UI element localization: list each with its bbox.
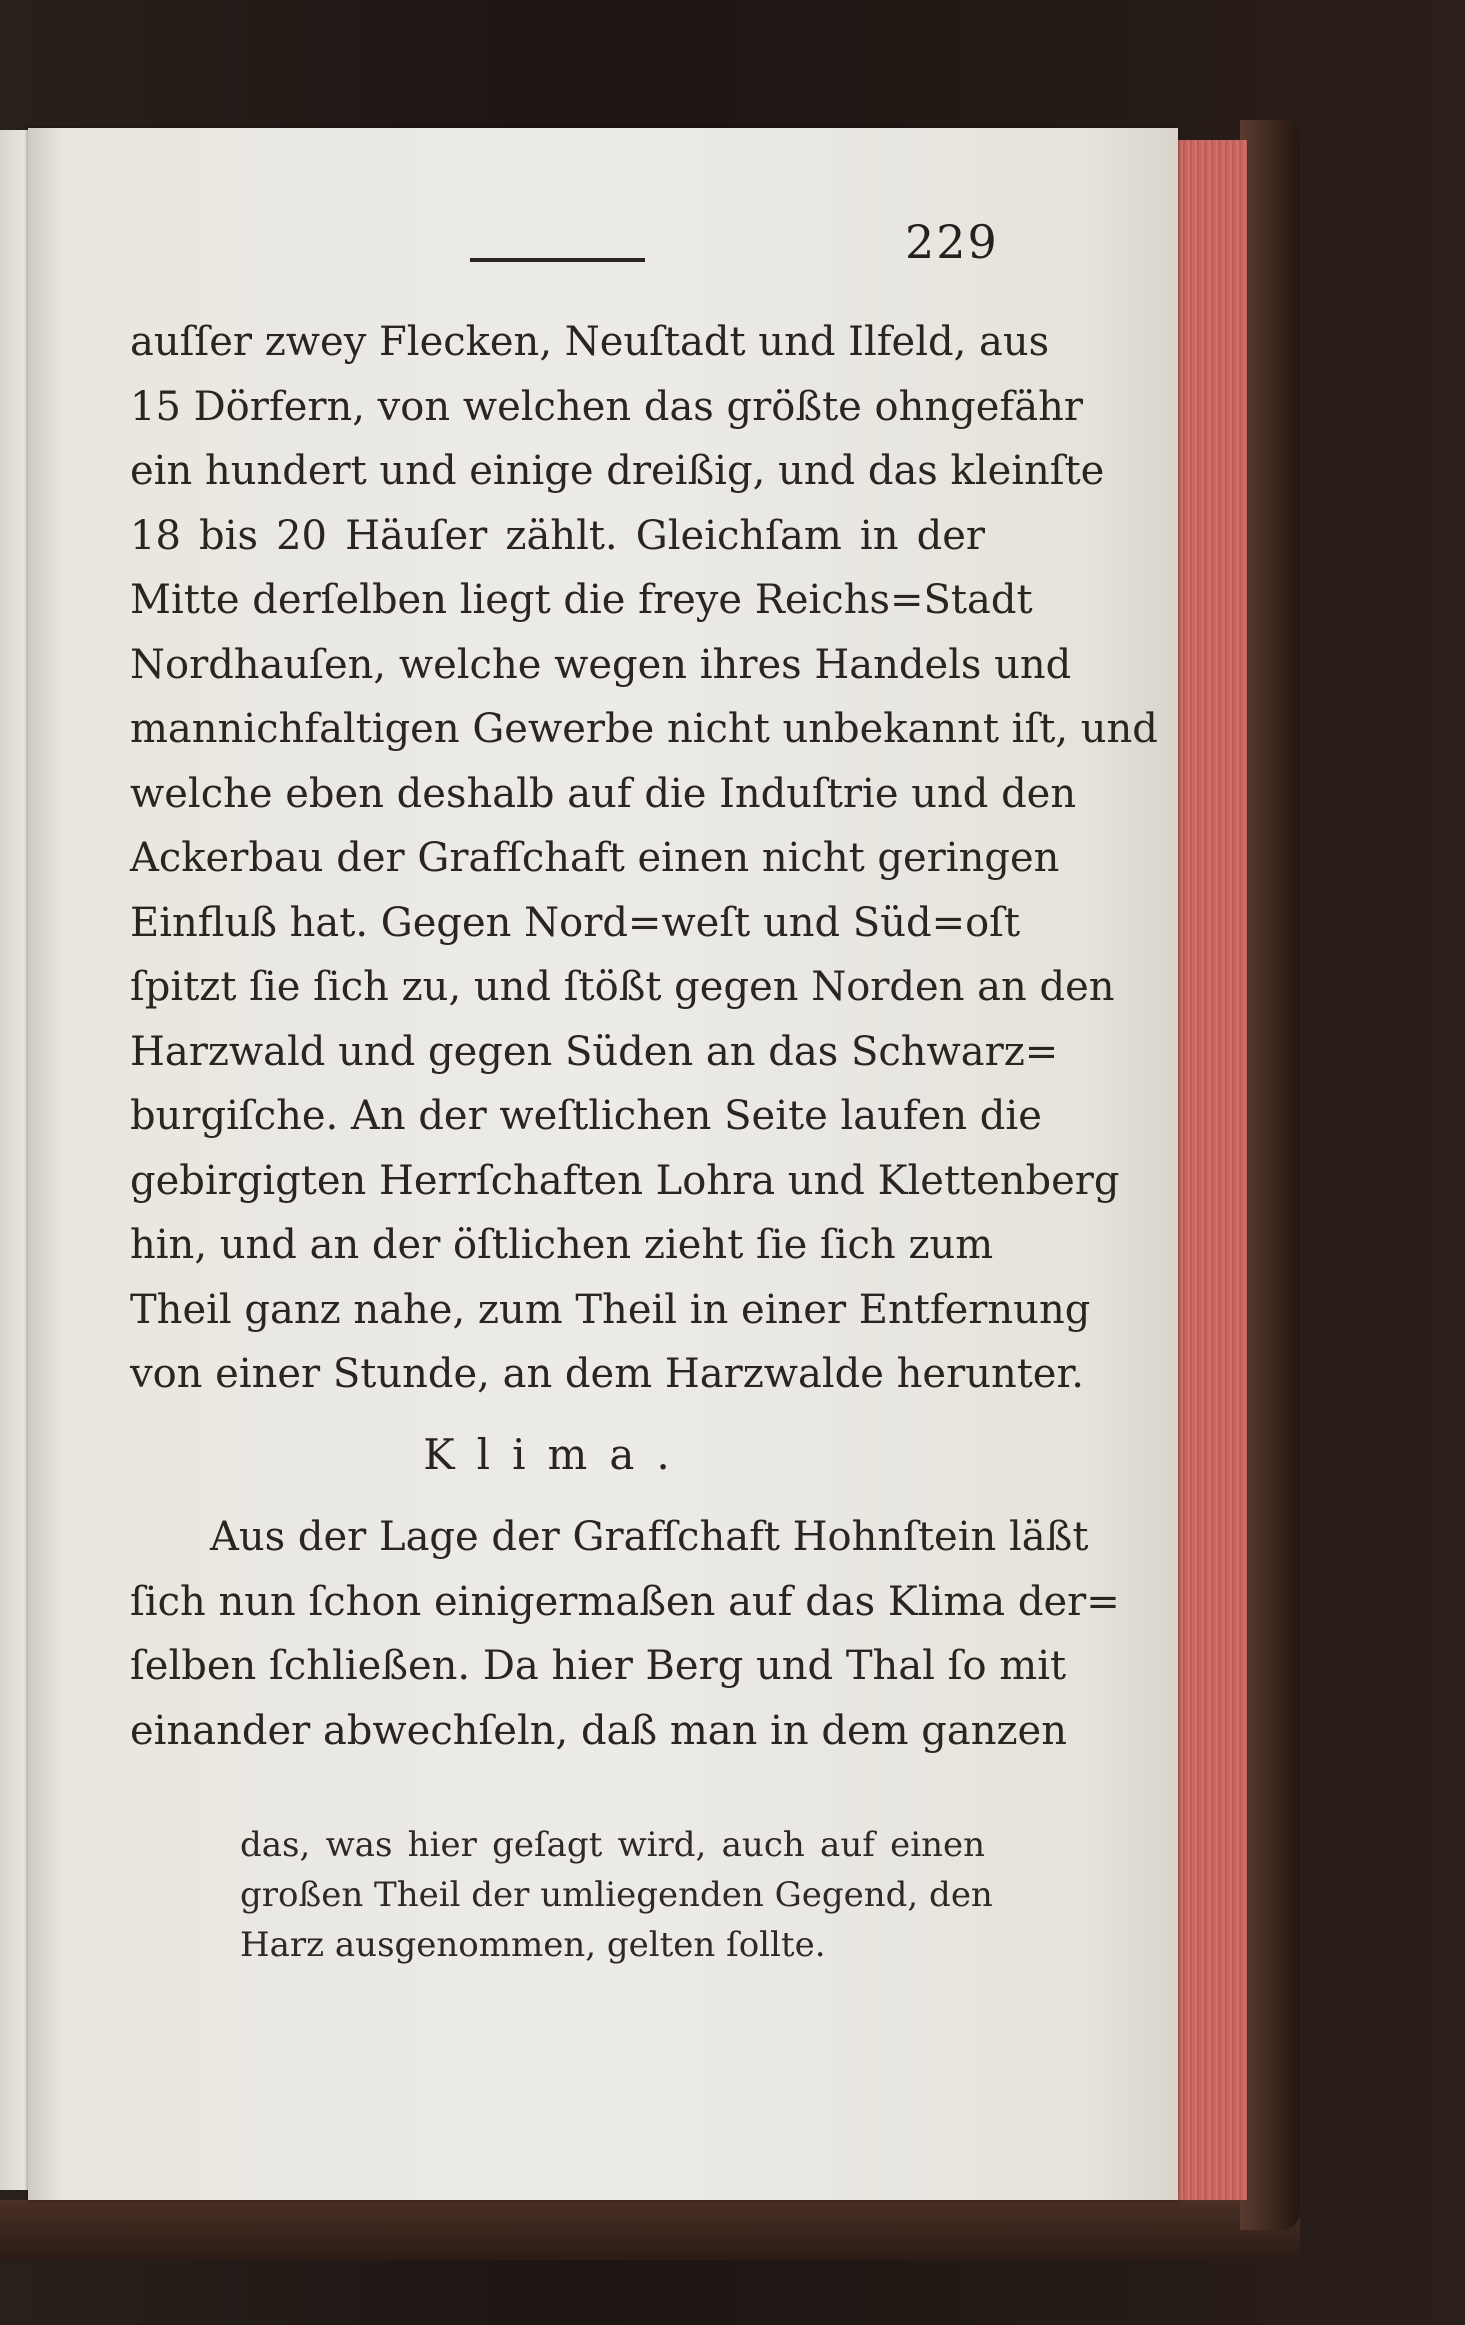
text-line: Harzwald und gegen Süden an das Schwarz= xyxy=(130,1028,1059,1075)
text-line: Theil ganz nahe, zum Theil in einer Entfernung xyxy=(130,1286,1091,1333)
red-page-edges xyxy=(1170,140,1247,2200)
footnote-line: großen Theil der umliegenden Gegend, den xyxy=(240,1875,993,1915)
page-number: 229 xyxy=(905,215,999,269)
text-line: hin, und an der öſtlichen zieht ſie ſich zum xyxy=(130,1222,994,1268)
book-cover-bottom xyxy=(0,2200,1300,2260)
text-line: welche eben deshalb auf die Induſtrie und den xyxy=(130,770,1077,817)
footnote xyxy=(240,1820,993,1970)
section-text xyxy=(130,1505,1120,1763)
text-line: Einfluß hat. Gegen Nord=weſt und Süd=oſt xyxy=(130,899,1021,946)
text-line: einander abwechſeln, daß man in dem ganzen xyxy=(130,1707,1067,1754)
text-line: 15 Dörfern, von welchen das größte ohngefähr xyxy=(130,383,1083,430)
body-text xyxy=(130,310,1158,1407)
text-line: ſelben ſchließen. Da hier Berg und Thal ſo mit xyxy=(130,1643,1067,1689)
text-line: Ackerbau der Grafſchaft einen nicht geringen xyxy=(130,835,1060,881)
text-line: von einer Stunde, an dem Harzwalde herunter. xyxy=(130,1351,1084,1397)
text-line: burgiſche. An der weſtlichen Seite laufen die xyxy=(130,1093,1042,1139)
text-line: 18 bis 20 Häuſer zählt. Gleichſam in der xyxy=(130,512,985,559)
section-heading: Klima. xyxy=(423,1430,692,1479)
text-line: mannichfaltigen Gewerbe nicht unbekannt iſt, und xyxy=(130,706,1158,752)
text-line: auſſer zwey Flecken, Neuſtadt und Ilfeld, aus xyxy=(130,319,1050,365)
footnote-line: Harz ausgenommen, gelten ſollte. xyxy=(240,1925,826,1965)
text-line: ſich nun ſchon einigermaßen auf das Klima der= xyxy=(130,1578,1120,1625)
text-line: Nordhauſen, welche wegen ihres Handels und xyxy=(130,641,1072,688)
text-line: Aus der Lage der Grafſchaft Hohnſtein läßt xyxy=(210,1514,1089,1560)
footnote-line: das, was hier geſagt wird, auch auf einen xyxy=(240,1825,985,1865)
running-head-rule xyxy=(470,258,645,262)
text-line: Mitte derſelben liegt die freye Reichs=Stadt xyxy=(130,577,1033,623)
text-line: ein hundert und einige dreißig, und das kleinſte xyxy=(130,448,1105,494)
text-line: gebirgigten Herrſchaften Lohra und Klettenberg xyxy=(130,1157,1120,1204)
book-cover-edge xyxy=(1240,120,1300,2230)
text-line: ſpitzt ſie ſich zu, und ſtößt gegen Norden an den xyxy=(130,964,1115,1010)
